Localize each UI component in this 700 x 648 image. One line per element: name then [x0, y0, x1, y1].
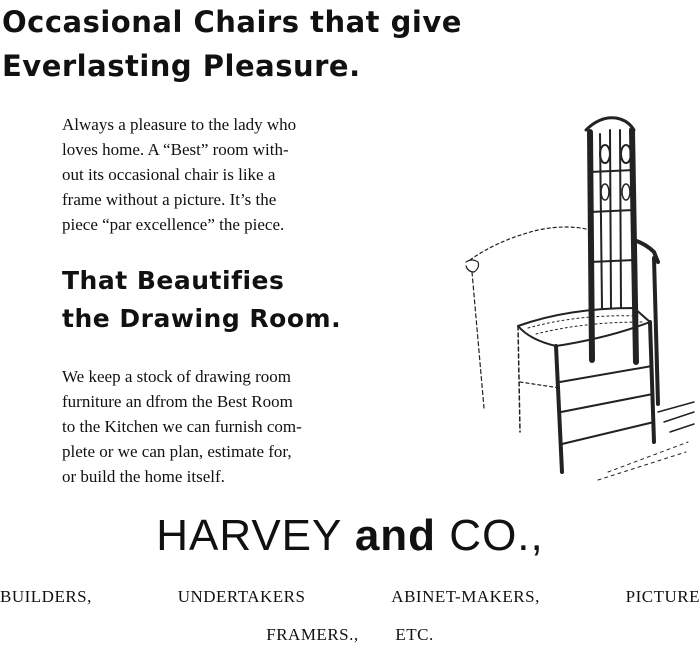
- sub-headline-line-2: the Drawing Room.: [62, 304, 342, 333]
- intro-line: out its occasional chair is like a: [62, 165, 276, 184]
- intro-paragraph: [62, 112, 414, 237]
- firm-name-part-2: CO.,: [449, 511, 544, 560]
- body-paragraph: [62, 364, 412, 489]
- body-line: to the Kitchen we can furnish com-: [62, 417, 302, 436]
- services-list: [0, 586, 700, 608]
- headline: [2, 0, 462, 88]
- body-line: or build the home itself.: [62, 467, 225, 486]
- services-list-end: [0, 624, 700, 646]
- sub-headline-line-1: That Beautifies: [62, 266, 285, 295]
- intro-line: loves home. A “Best” room with-: [62, 140, 289, 159]
- service-item: BUILDERS,: [0, 587, 92, 606]
- service-item: ETC.: [395, 625, 434, 644]
- intro-line: piece “par excellence” the piece.: [62, 215, 285, 234]
- body-line: We keep a stock of drawing room: [62, 367, 292, 386]
- firm-name: [0, 508, 700, 564]
- service-item: PICTURE: [625, 587, 700, 606]
- service-item: FRAMERS.,: [266, 625, 359, 644]
- sub-headline: [62, 262, 341, 338]
- headline-line-2: Everlasting Pleasure.: [2, 49, 361, 83]
- intro-line: Always a pleasure to the lady who: [62, 115, 297, 134]
- service-item: UNDERTAKERS: [177, 587, 306, 606]
- service-item: ABINET-MAKERS,: [391, 587, 540, 606]
- firm-conjunction: and: [354, 511, 437, 560]
- chair-engraving-icon: [458, 112, 696, 492]
- firm-name-part-1: HARVEY: [156, 511, 342, 560]
- intro-line: frame without a picture. It’s the: [62, 190, 277, 209]
- body-line: plete or we can plan, estimate for,: [62, 442, 292, 461]
- body-line: furniture an dfrom the Best Room: [62, 392, 293, 411]
- headline-line-1: Occasional Chairs that give: [2, 5, 462, 39]
